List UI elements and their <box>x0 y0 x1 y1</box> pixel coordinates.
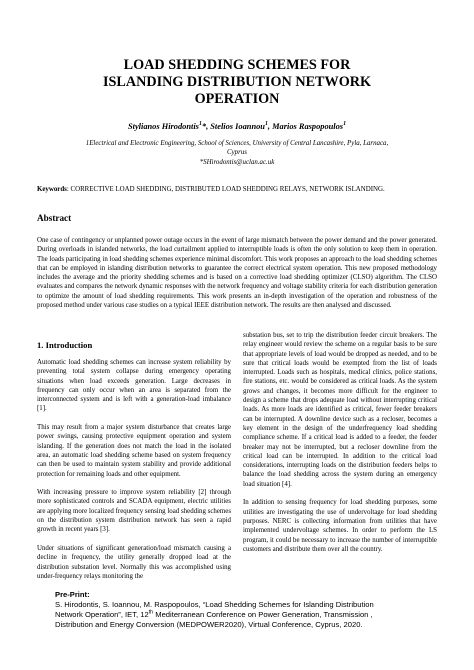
title-line: LOAD SHEDDING SCHEMES FOR <box>123 57 351 73</box>
right-column <box>243 331 437 563</box>
abstract-heading: Abstract <box>37 213 72 223</box>
affiliation <box>60 139 414 167</box>
left-column <box>37 340 231 590</box>
title-line: ISLANDING DISTRIBUTION NETWORK <box>102 74 372 90</box>
preprint-heading: Pre-Print: <box>55 590 90 599</box>
affiliation-mark: 1 <box>264 121 268 128</box>
affiliation-line: 1Electrical and Electronic Engineering, School of Sciences, University of Central Lancashire, Pyla, Larnaca, <box>85 140 389 147</box>
citation-text: Network Operation”, IET, 12 <box>55 609 149 619</box>
citation-line: Distribution and Energy Conversion (MEDPOWER2020), Virtual Conference, Cyprus, 2020. <box>55 619 363 629</box>
author-separator: , <box>206 122 211 131</box>
author-separator: , <box>267 122 273 131</box>
body-paragraph: In addition to sensing frequency for load shedding purposes, some utilities are investigating the use of undervoltage for load shedding purposes. NERC is collecting information from utilities that have implemented undervoltage schemes. In order to perform the LS program, it could be necessary to increase the number of interruptible customers and distribute them over all the country. <box>243 499 437 553</box>
paper-title <box>30 57 444 108</box>
author-name: Stylianos Hirodontis <box>127 122 199 131</box>
citation-text: Mediterranean Conference on Power Generation, Transmission , <box>153 609 373 619</box>
body-paragraph: With increasing pressure to improve system reliability [2] through more sophisticated controls and SCADA equipment, electric utilities are applying more localized frequency sensing load shedding schemes on the distribution system distribution network has seen a rapid growth in recent years [3]. <box>37 489 231 534</box>
body-paragraph: Automatic load shedding schemes can increase system reliability by preventing total system collapse during emergency operating situations when load exceeds generation. Large decreases in frequency can only occur when an area is separated from the interconnected system and is left with a generation-load imbalance [1]. <box>37 359 231 413</box>
citation-line: S. Hirodontis, S. Ioannou, M. Raspopoulos, “Load Shedding Schemes for Islanding Distribution <box>55 599 374 609</box>
body-paragraph: This may result from a major system disturbance that creates large power swings, causing protective equipment operation and system islanding. If the generation does not match the load in the isolated area, an automatic load shedding scheme based on system frequency can then be used to maintain system stability and provide additional protection for remaining loads and other equipment. <box>37 424 231 478</box>
keywords <box>37 186 437 195</box>
affiliation-mark: 1 <box>343 121 347 128</box>
keywords-label: Keywords <box>37 186 67 193</box>
preprint-note <box>55 590 440 630</box>
title-line: OPERATION <box>194 91 280 107</box>
keywords-text: : CORRECTIVE LOAD SHEDDING, DISTRIBUTED LOAD SHEDDING RELAYS, NETWORK ISLANDING. <box>66 186 385 193</box>
body-paragraph: substation bus, set to trip the distribution feeder circuit breakers. The relay engineer would review the scheme on a regular basis to be sure that appropriate levels of load would be dropped as needed, and to be sure that critical loads would be exempted from the list of loads interrupted. Loads such as hospitals, medical clinics, police stations, fire stations, etc. would be considered as critical loads. As the system grows and changes, it becomes more difficult for the engineer to design a scheme that drops adequate load without interrupting critical loads. As more loads are identified as critical, fewer feeder breakers can be interrupted. A downline device such as a recloser, becomes a key element in the design of the underfrequency load shedding compliance scheme. If a critical load is added to a feeder, the feeder breaker may not be interrupted, but a recloser downline from the critical load can be interrupted. In addition to the critical load considerations, interrupting loads on the distribution feeders helps to balance the load shedding across the system during an emergency load situation [4]. <box>243 332 437 488</box>
citation-line <box>55 610 440 620</box>
section-heading: 1. Introduction <box>37 340 93 350</box>
corresponding-mark: * <box>201 122 207 131</box>
affiliation-mark: 1 <box>198 121 202 128</box>
ordinal-suffix: th <box>148 609 154 616</box>
author-name: Marios Raspopoulos <box>272 122 344 131</box>
author-name: Stelios Ioannou <box>210 122 265 131</box>
abstract-body: One case of contingency or unplanned power outage occurs in the event of large mismatch between the power demand and the power generated. During overloads in islanded networks, the load curtailment applied to interruptible loads is often the only solution to keep them in operation. The loads participating in load shedding schemes experience minimal discomfort. This work proposes an approach to the load shedding schemes that can be employed in islanding distribution networks to guarantee the correct electrical system operation. This new proposed methodology includes the average and the priority shedding schemes and is based on a corrective load shedding optimizer (CLSO) algorithm. The CLSO evaluates and compares the network dynamic responses with the network frequency and voltage stability criteria for each distribution generation to optimize the amount of load shedding requirements. This work presents an in-depth investigation of the operation and robustness of the proposed method under various case studies on a typical IEEE distribution network. The results are then analysed and discussed. <box>37 237 437 310</box>
author-list <box>30 122 444 131</box>
author-email: *SHirodontis@uclan.ac.uk <box>199 158 275 166</box>
affiliation-line: Cyprus <box>227 149 247 157</box>
body-paragraph: Under situations of significant generation/load mismatch causing a decline in frequency, the utility generally dropped load at the distribution substation level. Normally this was accomplished using under-frequency relays monitoring the <box>37 544 231 580</box>
